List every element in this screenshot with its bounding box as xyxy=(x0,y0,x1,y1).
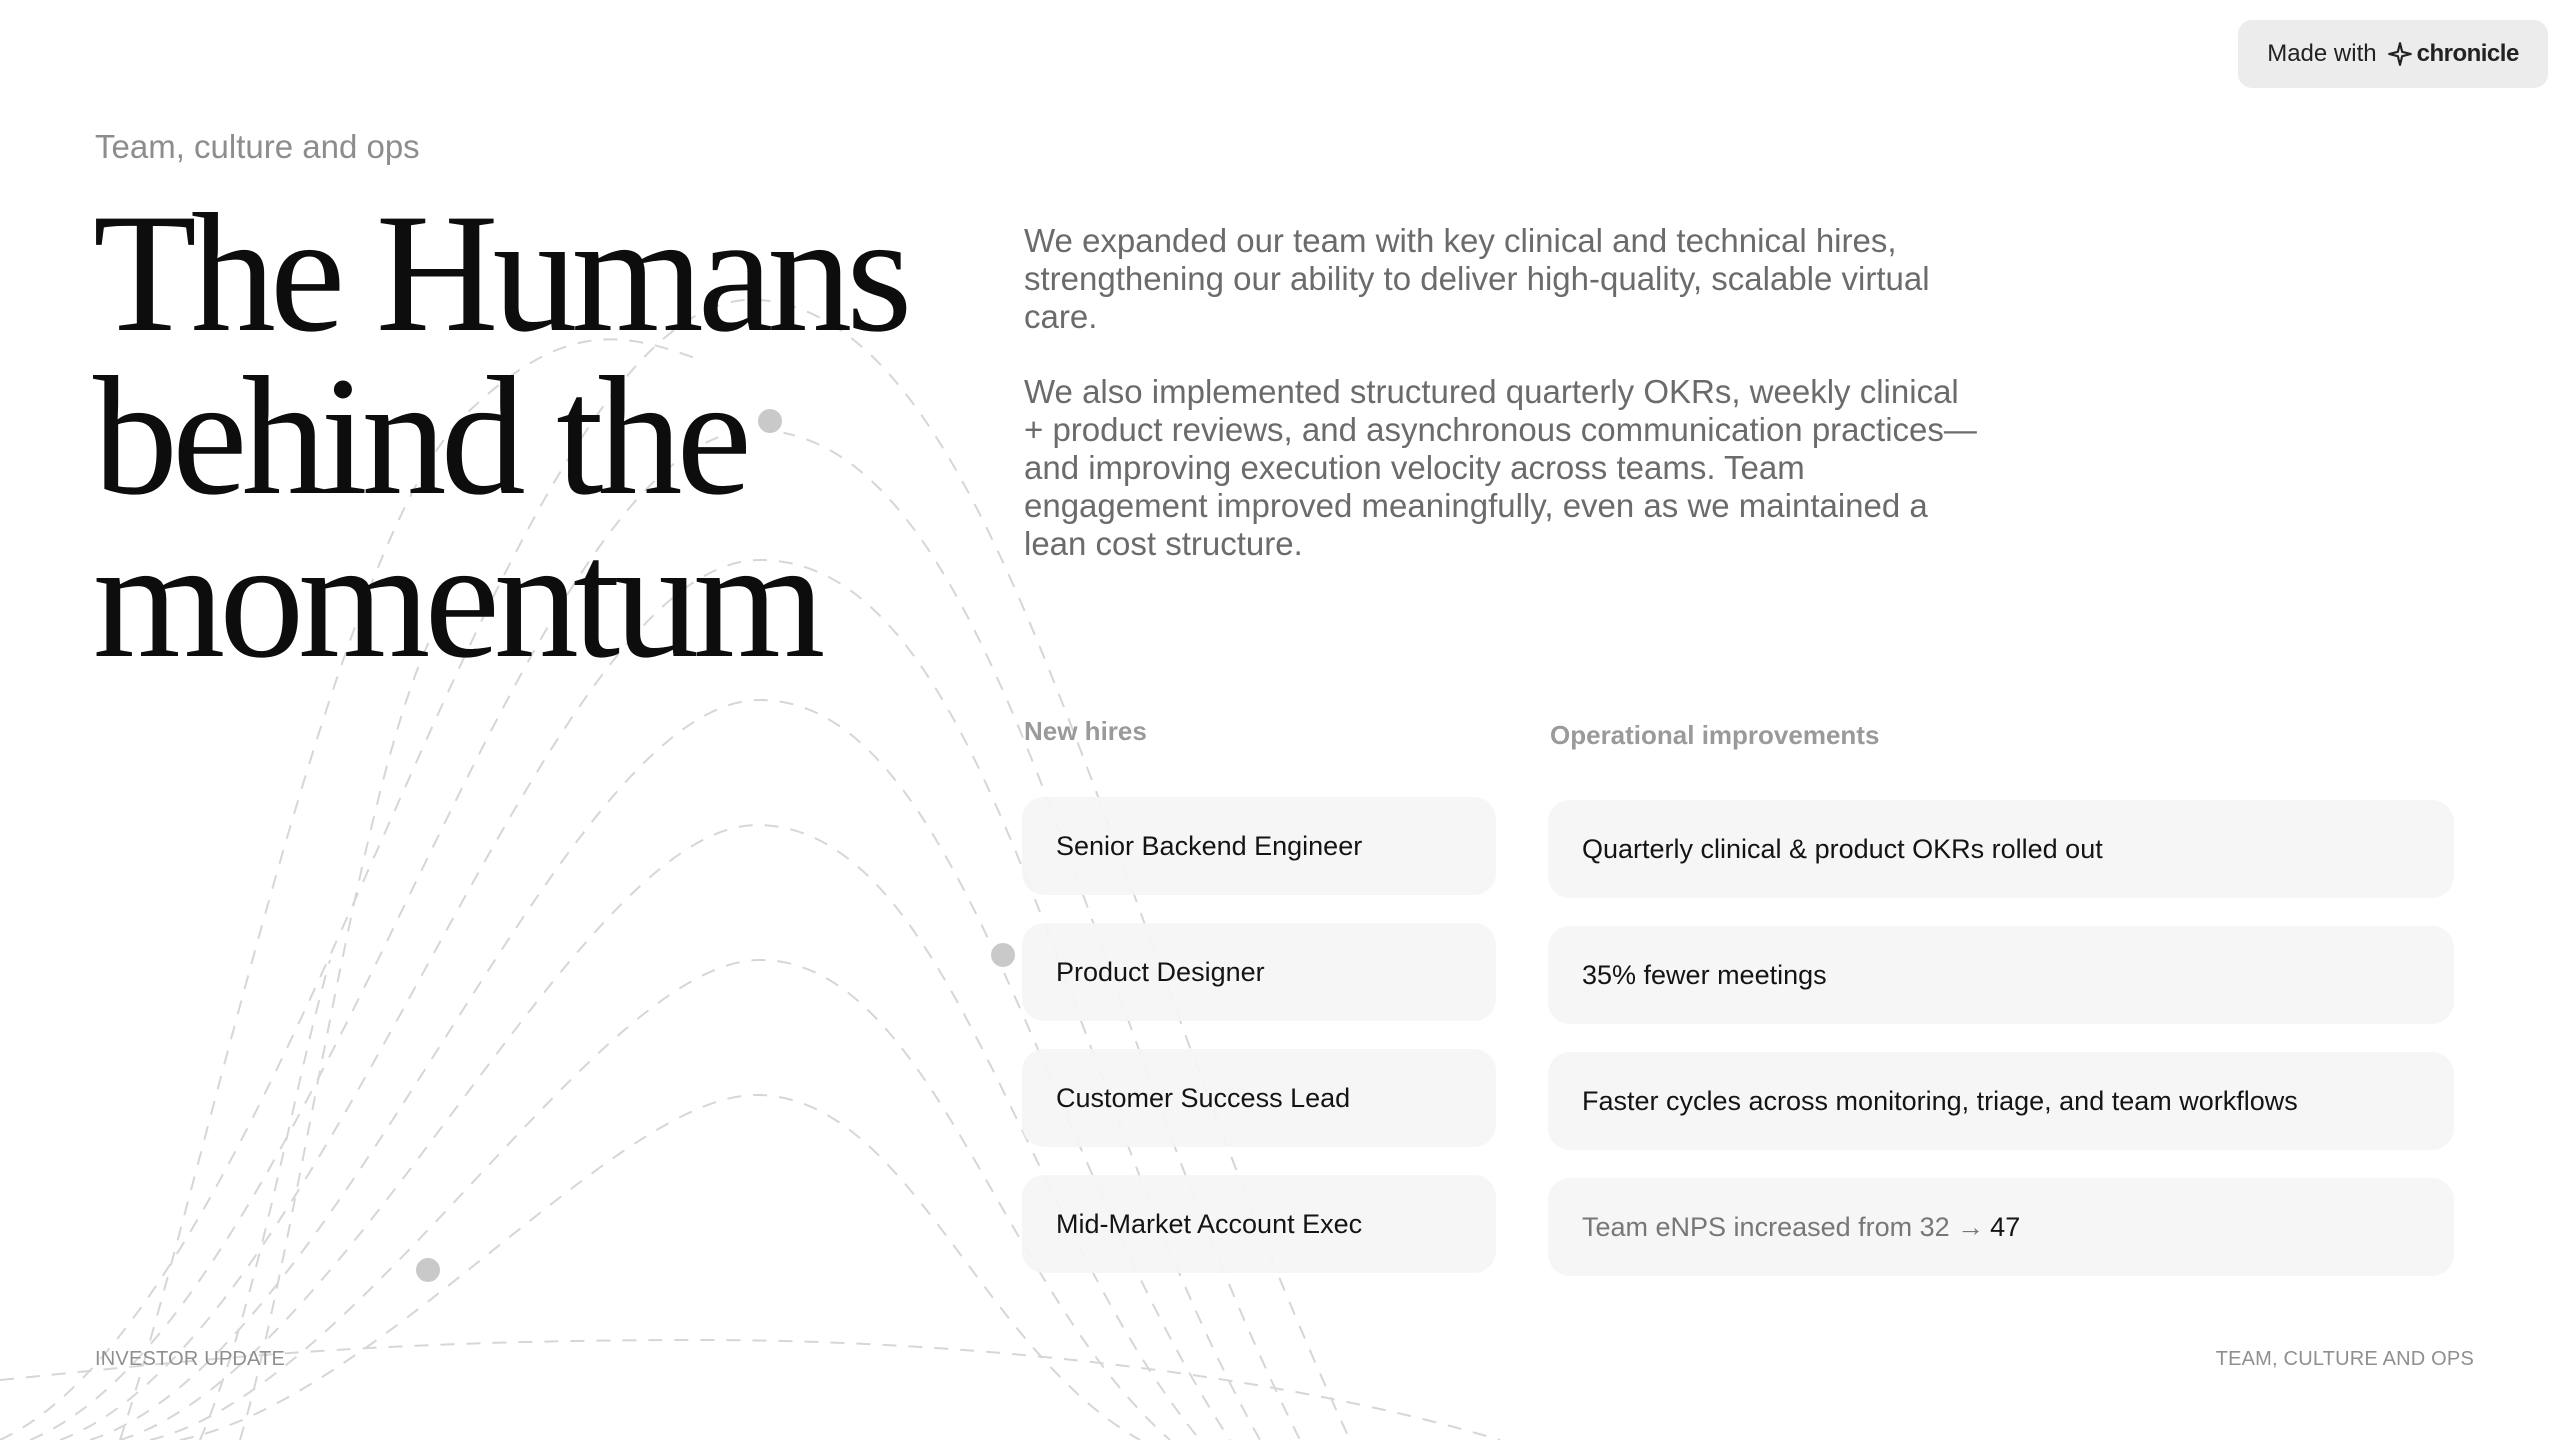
intro-text xyxy=(1024,222,1984,600)
enps-label: Team eNPS increased from 32 → xyxy=(1582,1211,1985,1242)
made-with-chronicle-badge[interactable] xyxy=(2238,20,2548,88)
footer-right-label: TEAM, CULTURE AND OPS xyxy=(2215,1348,2474,1370)
enps-value: 47 xyxy=(1990,1211,2021,1242)
decorative-dot xyxy=(413,1255,443,1285)
list-item: Quarterly clinical & product OKRs rolled out xyxy=(1548,800,2454,898)
list-item: 35% fewer meetings xyxy=(1548,926,2454,1024)
title-line: momentum xyxy=(93,505,820,693)
operational-improvements-heading: Operational improvements xyxy=(1550,720,1880,750)
list-item: Senior Backend Engineer xyxy=(1022,797,1496,895)
chronicle-brand xyxy=(2387,40,2519,68)
enps-item xyxy=(1548,1178,2454,1276)
list-item: Product Designer xyxy=(1022,923,1496,1021)
made-with-label: Made with xyxy=(2267,40,2377,67)
title-line: behind the xyxy=(93,342,746,530)
title-line: The Humans xyxy=(93,179,907,367)
list-item: Mid-Market Account Exec xyxy=(1022,1175,1496,1273)
brand-name: chronicle xyxy=(2416,40,2519,67)
footer-left-label: INVESTOR UPDATE xyxy=(95,1348,286,1370)
page-title xyxy=(93,179,993,693)
intro-paragraph: We also implemented structured quarterly OKRs, weekly clinical + product reviews, and asynchronous communication practices— and improving execution velocity across teams. Team engagement improved meaningfully, even as we maintained a lean cost structure. xyxy=(1024,373,1977,562)
new-hires-list xyxy=(1022,797,1496,1301)
section-eyebrow: Team, culture and ops xyxy=(95,128,420,165)
decorative-dot xyxy=(988,940,1018,970)
list-item: Customer Success Lead xyxy=(1022,1049,1496,1147)
intro-paragraph: We expanded our team with key clinical and technical hires, strengthening our ability to deliver high-quality, scalable virtual care. xyxy=(1024,222,1930,335)
operational-improvements-list xyxy=(1548,800,2454,1304)
list-item: Faster cycles across monitoring, triage, and team workflows xyxy=(1548,1052,2454,1150)
new-hires-heading: New hires xyxy=(1024,716,1147,746)
sparkle-icon xyxy=(2387,41,2413,67)
